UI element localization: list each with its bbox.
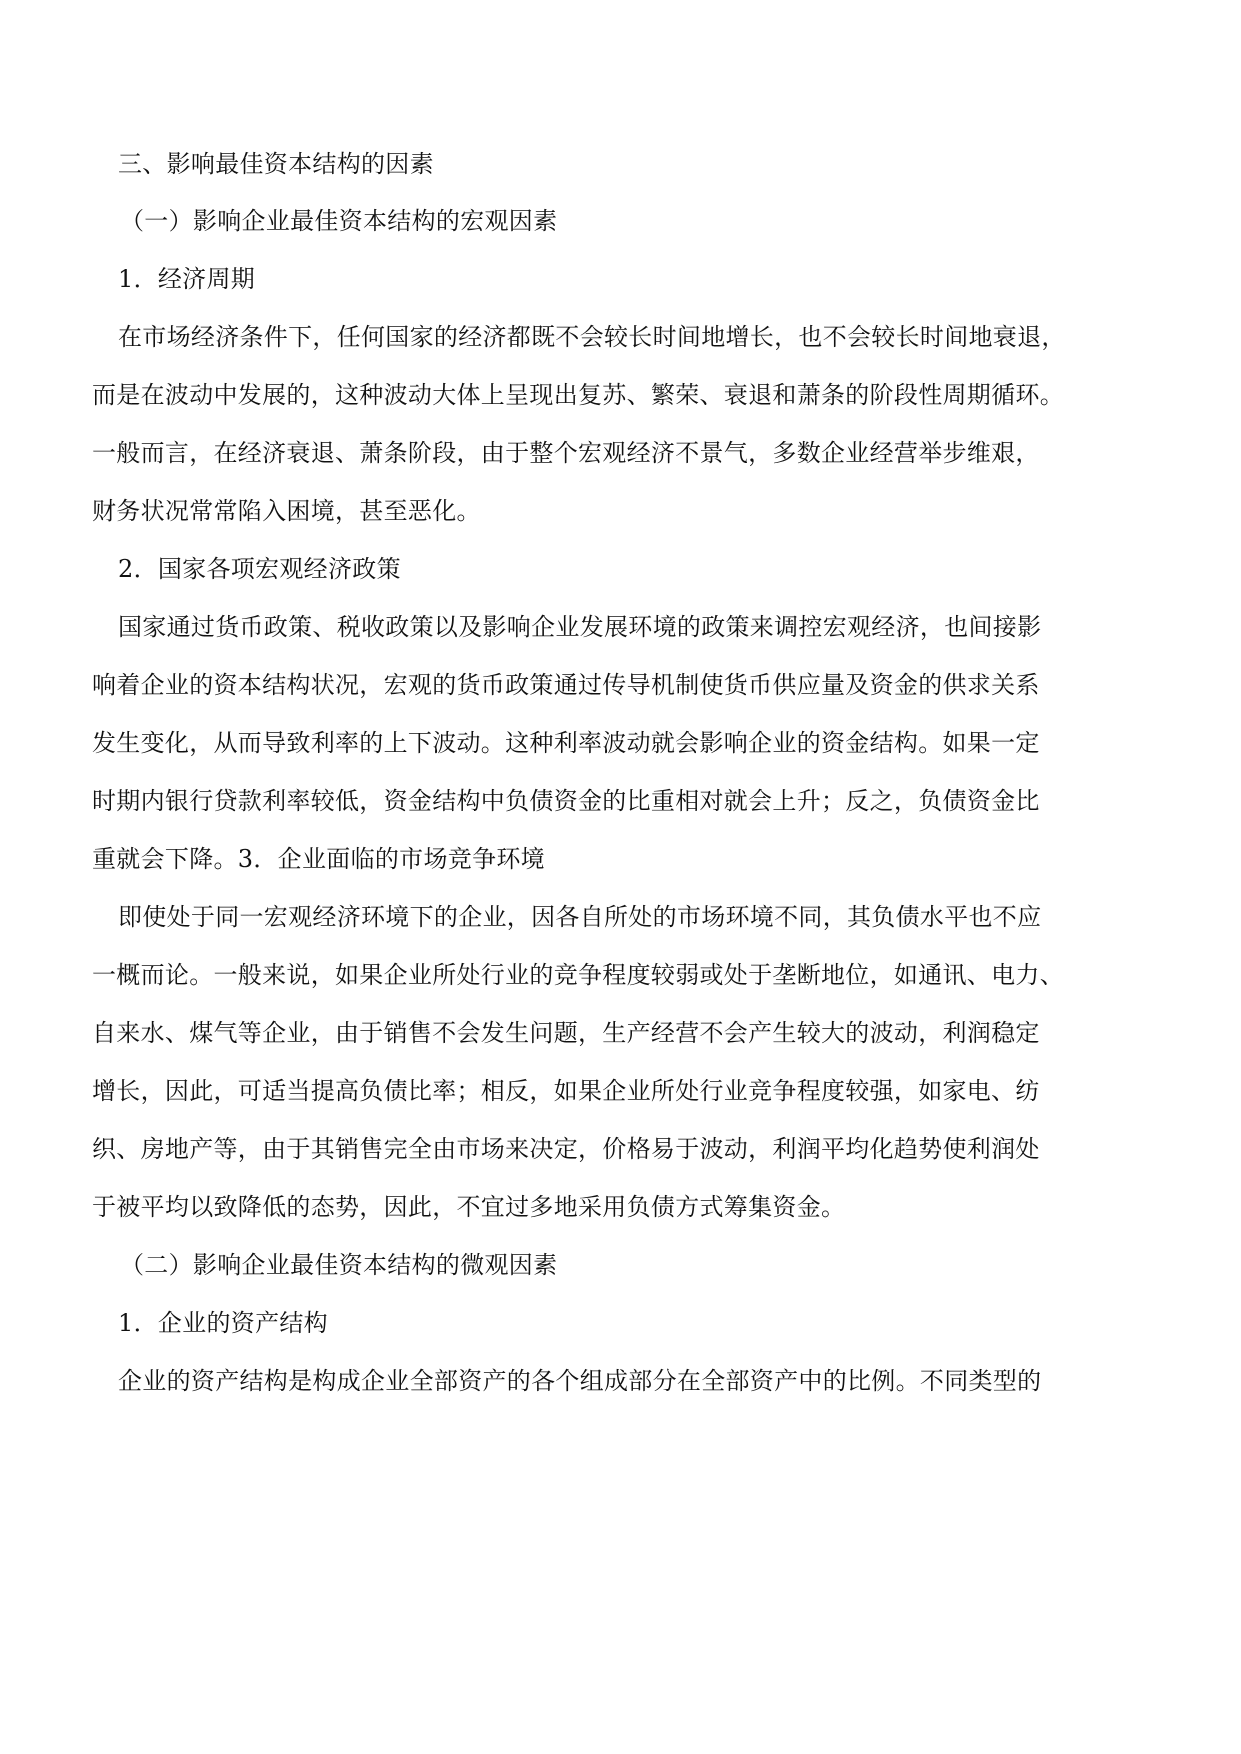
paragraph-line: 企业的资产结构是构成企业全部资产的各个组成部分在全部资产中的比例。不同类型的 xyxy=(118,1367,1042,1395)
subsection-heading: （一）影响企业最佳资本结构的宏观因素 xyxy=(120,207,558,235)
paragraph-line: 而是在波动中发展的，这种波动大体上呈现出复苏、繁荣、衰退和萧条的阶段性周期循环。 xyxy=(92,381,1064,409)
paragraph-line: 织、房地产等，由于其销售完全由市场来决定，价格易于波动，利润平均化趋势使利润处 xyxy=(92,1135,1040,1163)
paragraph-line: 时期内银行贷款利率较低，资金结构中负债资金的比重相对就会上升；反之，负债资金比 xyxy=(92,787,1040,815)
paragraph-line: 响着企业的资本结构状况，宏观的货币政策通过传导机制使货币供应量及资金的供求关系 xyxy=(92,671,1040,699)
subsection-heading: （二）影响企业最佳资本结构的微观因素 xyxy=(120,1251,558,1279)
paragraph-line: 财务状况常常陷入困境，甚至恶化。 xyxy=(92,497,481,525)
paragraph-line: 在市场经济条件下，任何国家的经济都既不会较长时间地增长，也不会较长时间地衰退， xyxy=(118,323,1066,351)
paragraph-line: 即使处于同一宏观经济环境下的企业，因各自所处的市场环境不同，其负债水平也不应 xyxy=(118,903,1042,931)
paragraph-line: 自来水、煤气等企业，由于销售不会发生问题，生产经营不会产生较大的波动，利润稳定 xyxy=(92,1019,1040,1047)
item-heading: 1．经济周期 xyxy=(118,265,256,293)
paragraph-line: 一般而言，在经济衰退、萧条阶段，由于整个宏观经济不景气，多数企业经营举步维艰， xyxy=(92,439,1040,467)
paragraph-line: 发生变化，从而导致利率的上下波动。这种利率波动就会影响企业的资金结构。如果一定 xyxy=(92,729,1040,757)
paragraph-line: 国家通过货币政策、税收政策以及影响企业发展环境的政策来调控宏观经济，也间接影 xyxy=(118,613,1042,641)
paragraph-line: 于被平均以致降低的态势，因此，不宜过多地采用负债方式筹集资金。 xyxy=(92,1193,846,1221)
item-heading: 1．企业的资产结构 xyxy=(118,1309,328,1337)
item-heading: 2．国家各项宏观经济政策 xyxy=(118,555,401,583)
section-heading: 三、影响最佳资本结构的因素 xyxy=(118,150,434,178)
paragraph-line: 一概而论。一般来说，如果企业所处行业的竞争程度较弱或处于垄断地位，如通讯、电力、 xyxy=(92,961,1064,989)
paragraph-line: 增长，因此，可适当提高负债比率；相反，如果企业所处行业竞争程度较强，如家电、纺 xyxy=(92,1077,1040,1105)
paragraph-line: 重就会下降。3．企业面临的市场竞争环境 xyxy=(92,845,545,873)
